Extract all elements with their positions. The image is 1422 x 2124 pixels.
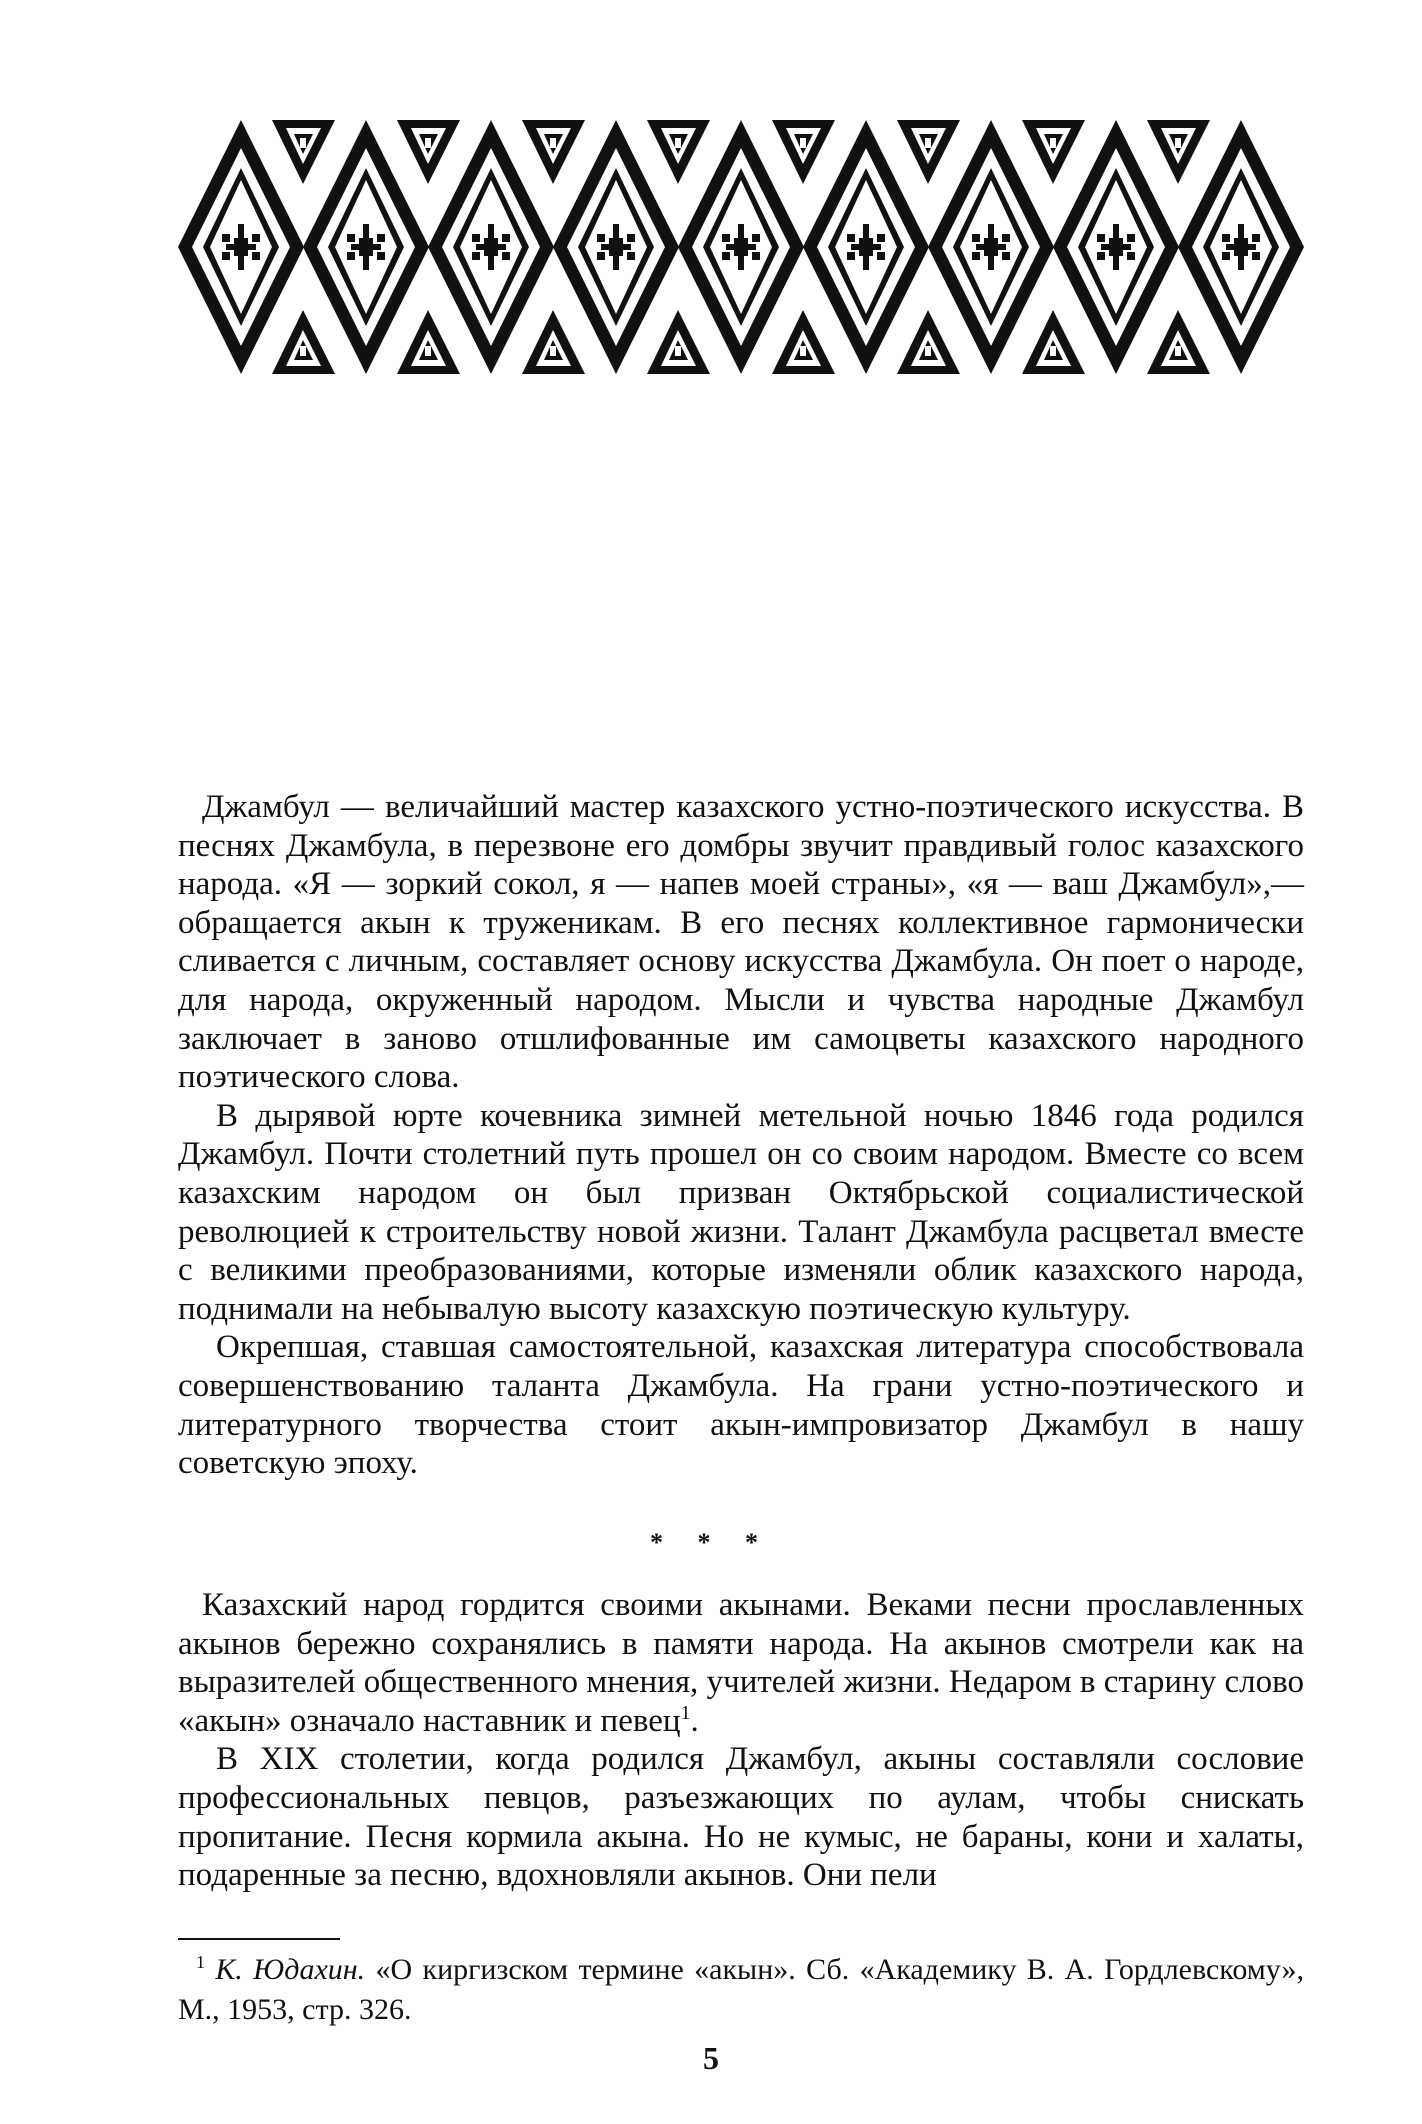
paragraph-1: Джамбул — величайший мастер казахского устно-поэтического искусства. В песнях Джамбула, в перезвоне его домбры звучит правдивый голос казахского народа. «Я — зоркий сокол, я — напев моей страны», «я — ваш Джамбул»,— обращается акын к труженикам. В его песнях коллективное гармонически сливается с личным, составляет основу искусства Джамбула. Он поет о народе, для народа, окруженный народом. Мысли и чувства народные Джамбул заключает в заново отшлифованные им самоцветы казахского народного поэтического слова. xyxy=(178,789,1304,1096)
footnote-citation: «О киргизском термине «акын». Сб. «Академику В. А. Гордлевскому», М., 1953, стр. 326. xyxy=(178,1953,1305,2026)
footnote-mark: 1 xyxy=(196,1952,205,1972)
footnote-author: К. Юдахин. xyxy=(215,1953,366,1986)
section-separator: * * * xyxy=(650,1528,772,1557)
paragraph-5: В XIX столетии, когда родился Джамбул, акыны составляли сословие профессиональных певцов, разъезжающих по аулам, чтобы снискать пропитание. Песня кормила акына. Но не кумыс, не бараны, кони и халаты, подаренные за песню, вдохновляли акынов. Они пели xyxy=(178,1741,1304,1894)
paragraph-4 xyxy=(178,1586,1304,1740)
main-text-block xyxy=(178,1586,1304,1895)
footnote-divider xyxy=(178,1938,340,1940)
intro-text-block xyxy=(178,788,1304,1483)
footnote xyxy=(178,1950,1304,2030)
page-number: 5 xyxy=(703,2040,719,2076)
paragraph-4-end: . xyxy=(690,1702,699,1739)
footnote-text xyxy=(178,1950,1304,2030)
paragraph-2: В дырявой юрте кочевника зимней метельной ночью 1846 года родился Джамбул. Почти столетний путь прошел он со своим народом. Вместе со всем казахским народом он был призван Октябрьской социалистической революцией к строительству новой жизни. Талант Джамбула расцветал вместе с великими преобразованиями, которые изменяли облик казахского народа, поднимали на небывалую высоту казахскую поэтическую культуру. xyxy=(178,1097,1304,1327)
paragraph-4-text: Казахский народ гордится своими акынами. Веками песни прославленных акынов бережно сохранялись в памяти народа. На акынов смотрели как на выразителей общественного мнения, учителей жизни. Недаром в старину слово «акын» означало наставник и певец xyxy=(178,1587,1304,1739)
paragraph-3: Окрепшая, ставшая самостоятельной, казахская литература способствовала совершенствованию таланта Джамбула. На грани устно-поэтического и литературного творчества стоит акын-импровизатор Джамбул в нашу советскую эпоху. xyxy=(178,1329,1304,1482)
footnote-reference: 1 xyxy=(680,1701,691,1724)
decorative-ornament-band xyxy=(178,120,1304,374)
